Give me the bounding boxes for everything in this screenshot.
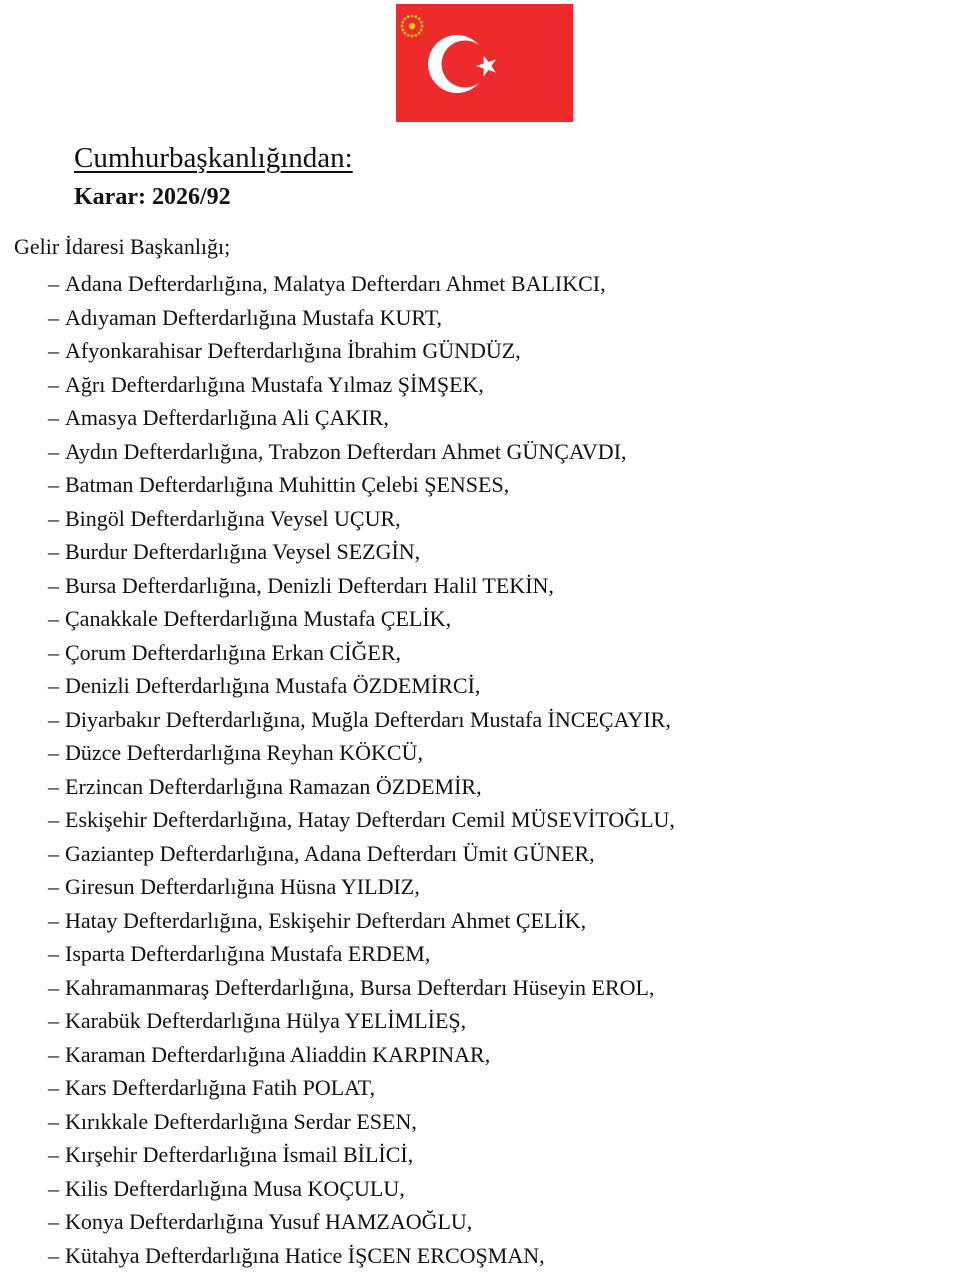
list-item-text: Karaman Defterdarlığına Aliaddin KARPINAR, xyxy=(65,1041,491,1067)
list-bullet: – xyxy=(48,371,59,397)
list-item xyxy=(48,669,675,703)
list-item xyxy=(48,1038,675,1072)
list-bullet: – xyxy=(48,639,59,665)
list-item-text: Kilis Defterdarlığına Musa KOÇULU, xyxy=(65,1175,405,1201)
list-item-text: Amasya Defterdarlığına Ali ÇAKIR, xyxy=(65,405,389,430)
list-item xyxy=(48,837,675,871)
list-item xyxy=(48,736,675,770)
list-bullet: – xyxy=(48,1041,59,1067)
list-bullet: – xyxy=(48,1075,59,1100)
list-bullet: – xyxy=(48,405,59,430)
list-item-text: Aydın Defterdarlığına, Trabzon Defterdarı Ahmet GÜNÇAVDI, xyxy=(65,438,627,464)
list-item xyxy=(48,468,675,502)
list-bullet: – xyxy=(48,874,59,899)
list-item xyxy=(48,401,675,435)
list-item xyxy=(48,301,675,335)
appointment-list xyxy=(48,267,675,1272)
list-bullet: – xyxy=(48,338,59,363)
list-item xyxy=(48,1071,675,1105)
list-item-text: Konya Defterdarlığına Yusuf HAMZAOĞLU, xyxy=(65,1209,473,1234)
list-item xyxy=(48,267,675,301)
presidential-flag-logo xyxy=(396,4,573,122)
list-item-text: Düzce Defterdarlığına Reyhan KÖKCÜ, xyxy=(65,740,423,765)
list-bullet: – xyxy=(48,840,59,866)
list-item xyxy=(48,569,675,603)
list-item xyxy=(48,937,675,971)
list-item-text: Çorum Defterdarlığına Erkan CİĞER, xyxy=(65,639,402,665)
list-item-text: Denizli Defterdarlığına Mustafa ÖZDEMİRCİ, xyxy=(65,673,481,698)
list-bullet: – xyxy=(48,1175,59,1201)
list-bullet: – xyxy=(48,271,59,296)
list-item-text: Afyonkarahisar Defterdarlığına İbrahim GÜNDÜZ, xyxy=(65,338,521,363)
list-item xyxy=(48,636,675,670)
list-item-text: Kırşehir Defterdarlığına İsmail BİLİCİ, xyxy=(65,1142,414,1167)
list-item-text: Kars Defterdarlığına Fatih POLAT, xyxy=(65,1075,375,1100)
list-bullet: – xyxy=(48,1108,59,1134)
list-item-text: Ağrı Defterdarlığına Mustafa Yılmaz ŞİMŞEK, xyxy=(65,371,484,397)
list-item-text: Kütahya Defterdarlığına Hatice İŞCEN ERCOŞMAN, xyxy=(65,1242,545,1268)
list-bullet: – xyxy=(48,1142,59,1167)
list-bullet: – xyxy=(48,807,59,832)
list-item xyxy=(48,1205,675,1239)
list-bullet: – xyxy=(48,773,59,799)
list-item xyxy=(48,334,675,368)
list-item xyxy=(48,435,675,469)
list-item xyxy=(48,1004,675,1038)
list-item-text: Bingöl Defterdarlığına Veysel UÇUR, xyxy=(65,505,401,531)
list-bullet: – xyxy=(48,673,59,698)
list-bullet: – xyxy=(48,974,59,1000)
list-bullet: – xyxy=(48,472,59,497)
list-item xyxy=(48,703,675,737)
list-bullet: – xyxy=(48,941,59,966)
list-item-text: Batman Defterdarlığına Muhittin Çelebi ŞENSES, xyxy=(65,472,510,497)
list-item xyxy=(48,1172,675,1206)
list-item-text: Hatay Defterdarlığına, Eskişehir Defterdarı Ahmet ÇELİK, xyxy=(65,907,587,933)
list-bullet: – xyxy=(48,706,59,732)
list-item-text: Adıyaman Defterdarlığına Mustafa KURT, xyxy=(65,304,443,330)
list-item xyxy=(48,1105,675,1139)
list-bullet: – xyxy=(48,572,59,598)
list-item-text: Erzincan Defterdarlığına Ramazan ÖZDEMİR, xyxy=(65,773,482,799)
list-item xyxy=(48,602,675,636)
list-item-text: Adana Defterdarlığına, Malatya Defterdarı Ahmet BALIKCI, xyxy=(65,271,606,296)
crescent-star-emblem xyxy=(396,4,573,122)
section-heading: Gelir İdaresi Başkanlığı; xyxy=(14,234,231,259)
list-item-text: Diyarbakır Defterdarlığına, Muğla Defterdarı Mustafa İNCEÇAYIR, xyxy=(65,706,671,732)
list-item xyxy=(48,502,675,536)
institution-title: Cumhurbaşkanlığından: xyxy=(74,142,353,174)
list-item-text: Gaziantep Defterdarlığına, Adana Defterdarı Ümit GÜNER, xyxy=(65,840,595,866)
list-bullet: – xyxy=(48,304,59,330)
list-bullet: – xyxy=(48,606,59,631)
list-item xyxy=(48,770,675,804)
list-bullet: – xyxy=(48,438,59,464)
list-item xyxy=(48,971,675,1005)
list-item xyxy=(48,870,675,904)
list-item-text: Isparta Defterdarlığına Mustafa ERDEM, xyxy=(65,941,431,966)
list-bullet: – xyxy=(48,1242,59,1268)
list-item-text: Giresun Defterdarlığına Hüsna YILDIZ, xyxy=(65,874,420,899)
list-item-text: Burdur Defterdarlığına Veysel SEZGİN, xyxy=(65,539,421,564)
list-bullet: – xyxy=(48,907,59,933)
list-item-text: Çanakkale Defterdarlığına Mustafa ÇELİK, xyxy=(65,606,452,631)
list-item-text: Kırıkkale Defterdarlığına Serdar ESEN, xyxy=(65,1108,417,1134)
list-bullet: – xyxy=(48,505,59,531)
list-item xyxy=(48,535,675,569)
list-item xyxy=(48,368,675,402)
list-item-text: Karabük Defterdarlığına Hülya YELİMLİEŞ, xyxy=(65,1008,467,1033)
list-bullet: – xyxy=(48,740,59,765)
list-item xyxy=(48,1239,675,1273)
list-item xyxy=(48,803,675,837)
list-bullet: – xyxy=(48,539,59,564)
list-item xyxy=(48,904,675,938)
list-item xyxy=(48,1138,675,1172)
list-bullet: – xyxy=(48,1209,59,1234)
list-item-text: Eskişehir Defterdarlığına, Hatay Defterdarı Cemil MÜSEVİTOĞLU, xyxy=(65,807,675,832)
list-item-text: Kahramanmaraş Defterdarlığına, Bursa Defterdarı Hüseyin EROL, xyxy=(65,974,655,1000)
decision-number: Karar: 2026/92 xyxy=(74,184,231,210)
list-item-text: Bursa Defterdarlığına, Denizli Defterdarı Halil TEKİN, xyxy=(65,572,554,598)
list-bullet: – xyxy=(48,1008,59,1033)
